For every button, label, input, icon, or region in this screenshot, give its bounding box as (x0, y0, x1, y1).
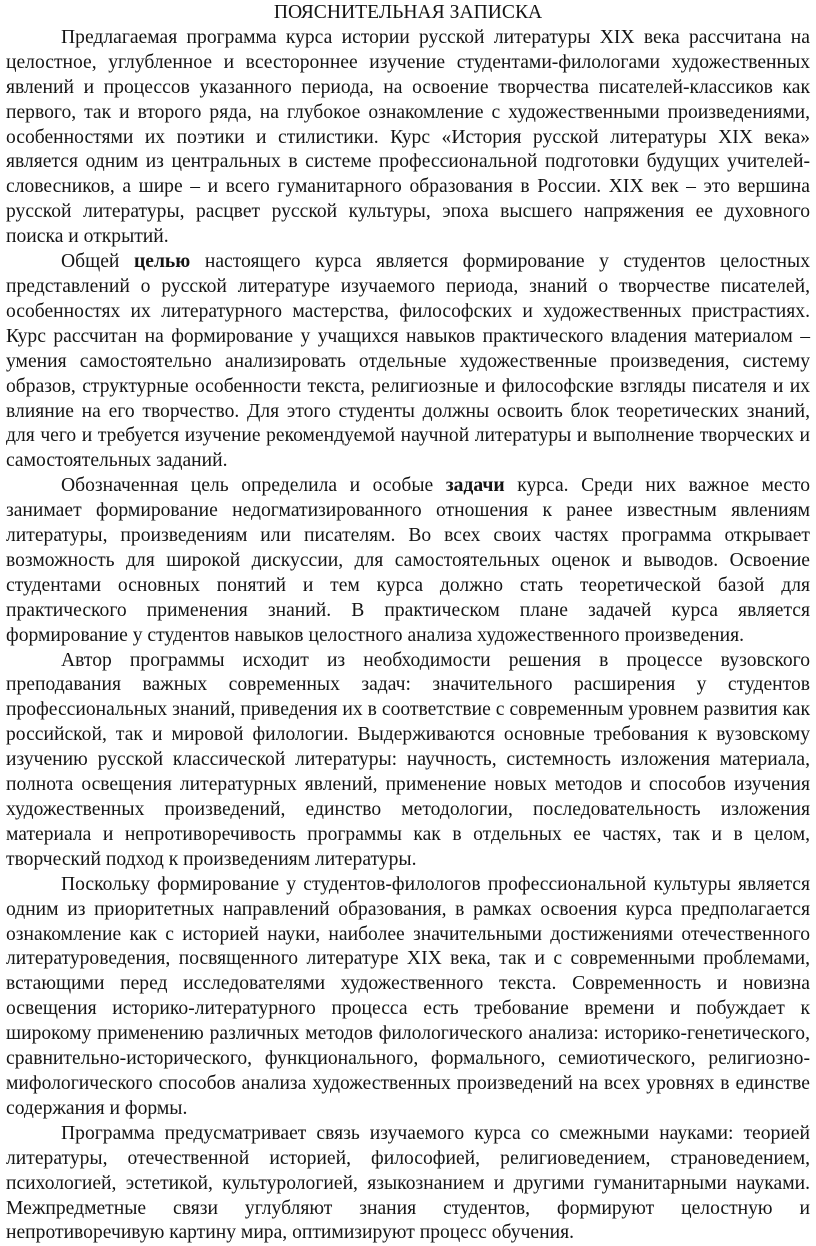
paragraph-tasks (6, 474, 810, 648)
paragraph-tasks-keyword: задачи (445, 475, 505, 497)
document-title: ПОЯСНИТЕЛЬНАЯ ЗАПИСКА (273, 2, 543, 23)
paragraph-tasks-before: Обозначенная цель определила и особые (61, 475, 446, 497)
paragraph-tasks-after: курса. Среди них важное место занимает формирование недогматизированного отношения к ранее известным явлениям литературы, произведениям или писателям. Во всех своих частях программа открывает возможность для широкой дискуссии, для самостоятельных оценок и выводов. Освоение студентами основных понятий и тем курса должно стать теоретической базой для практического применения знаний. В практическом плане задачей курса является формирование у студентов навыков целостного анализа художественного произведения. (6, 475, 810, 646)
paragraph-goal-before: Общей (61, 251, 134, 273)
paragraph-goal-keyword: целью (133, 251, 191, 273)
paragraph-culture: Поскольку формирование у студентов-филологов профессиональной культуры является одним из приоритетных направлений образования, в рамках освоения курса предполагается ознакомление как с историей науки, наиболее значительными достижениями отечественного литературоведения, посвященного литературе XIX века, так и с современными проблемами, встающими перед исследователями художественного текста. Современность и новизна освещения историко-литературного процесса есть требование времени и побуждает к широкому применению различных методов филологического анализа: историко-генетического, сравнительно-исторического, функционального, формального, семиотического, религиозно-мифологического способов анализа художественных произведений на всех уровнях в единстве содержания и формы. (6, 873, 810, 1119)
paragraph-goal-after: настоящего курса является формирование у студентов целостных представлений о русской литературе изучаемого периода, знаний о творчестве писателей, особенностях их литературного мастерства, философских и художественных пристрастиях. Курс рассчитан на формирование у учащихся навыков практического владения материалом – умения самостоятельно анализировать отдельные художественные произведения, систему образов, структурные особенности текста, религиозные и философские взгляды писателя и их влияние на его творчество. Для этого студенты должны освоить блок теоретических знаний, для чего и требуется изучение рекомендуемой научной литературы и выполнение творческих и самостоятельных заданий. (6, 251, 811, 472)
paragraph-interdisciplinary: Программа предусматривает связь изучаемого курса со смежными науками: теорией литературы, отечественной историей, философией, религиоведением, страноведением, психологией, эстетикой, культурологией, языкознанием и другими гуманитарными науками. Межпредметные связи углубляют знания студентов, формируют целостную и непротиворечивую картину мира, оптимизируют процесс обучения. (6, 1122, 810, 1244)
paragraph-author: Автор программы исходит из необходимости решения в процессе вузовского преподавания важных современных задач: значительного расширения у студентов профессиональных знаний, приведения их в соответствие с современным уровнем развития как российской, так и мировой филологии. Выдерживаются основные требования к вузовскому изучению русской классической литературы: научность, системность изложения материала, полнота освещения литературных явлений, применение новых методов и способов изучения художественных произведений, единство методологии, последовательность изложения материала и непротиворечивость программы как в отдельных ее частях, так и в целом, творческий подход к произведениям литературы. (6, 649, 810, 870)
paragraph-goal (6, 250, 810, 474)
paragraph-intro: Предлагаемая программа курса истории русской литературы XIX века рассчитана на целостное, углубленное и всестороннее изучение студентами-филологами художественных явлений и процессов указанного периода, на освоение творчества писателей-классиков как первого, так и второго ряда, на глубокое ознакомление с художественными произведениями, особенностями их поэтики и стилистики. Курс «История русской литературы XIX века» является одним из центральных в системе профессиональной подготовки будущих учителей-словесников, а шире – и всего гуманитарного образования в России. XIX век – это вершина русской литературы, расцвет русской культуры, эпоха высшего напряжения ее духовного поиска и открытий. (6, 26, 810, 248)
